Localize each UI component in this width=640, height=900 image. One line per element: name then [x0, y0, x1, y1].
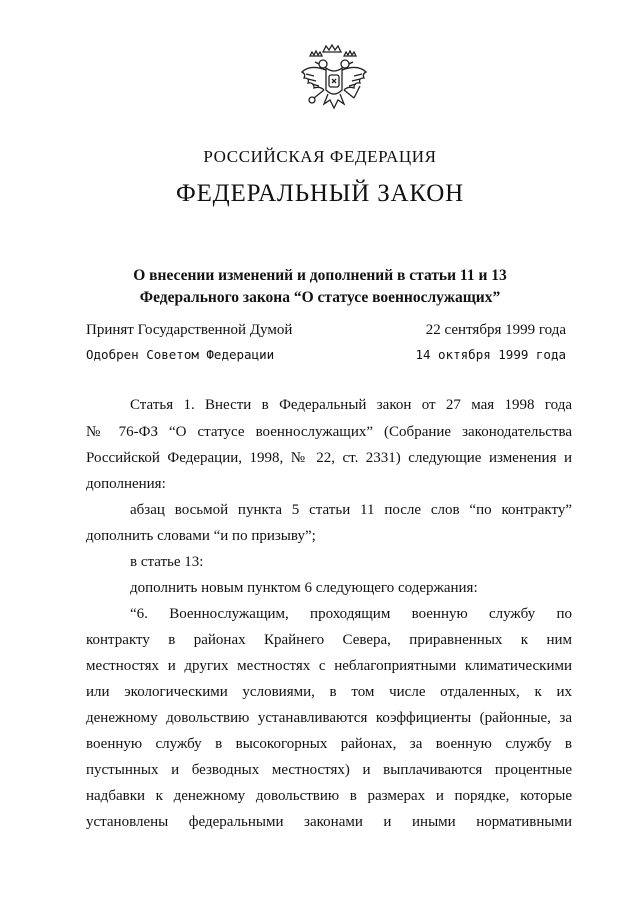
- body-line: Российской Федерации, 1998, № 22, ст. 2331) следующие изменения и: [86, 450, 572, 466]
- body-line: Статья 1. Внести в Федеральный закон от 27 мая 1998 года: [130, 397, 572, 413]
- body-line: надбавки к денежному довольствию в размерах и порядке, которые: [86, 788, 572, 804]
- body-line: пустынных и безводных местностях) и выплачиваются процентные: [86, 762, 572, 778]
- law-title-line-2: Федерального закона “О статусе военнослужащих”: [139, 289, 501, 306]
- body-line: денежному довольствию устанавливаются коэффициенты (районные, за: [86, 710, 572, 726]
- body-line: абзац восьмой пункта 5 статьи 11 после слов “по контракту”: [130, 502, 572, 518]
- adoption-council-date: 14 октября 1999 года: [415, 347, 566, 362]
- adoption-duma-label: Принят Государственной Думой: [86, 322, 293, 338]
- body-line: контракту в районах Крайнего Севера, приравненных к ним: [86, 632, 572, 648]
- law-title: [0, 265, 640, 309]
- body-line: дополнения:: [86, 476, 166, 492]
- adoption-council-label: Одобрен Советом Федерации: [86, 347, 275, 362]
- law-title-line-1: О внесении изменений и дополнений в статьи 11 и 13: [133, 267, 507, 284]
- body-line: № 76-ФЗ “О статусе военнослужащих” (Собрание законодательства: [86, 424, 572, 440]
- coat-of-arms-emblem: [296, 38, 372, 118]
- adoption-council-row: [86, 347, 566, 362]
- adoption-duma-date: 22 сентября 1999 года: [425, 322, 566, 338]
- body-line: “6. Военнослужащим, проходящим военную службу по: [130, 606, 572, 622]
- body-line: военную службу в высокогорных районах, за военную службу в: [86, 736, 572, 752]
- body-line: в статье 13:: [130, 554, 204, 570]
- law-type-heading: ФЕДЕРАЛЬНЫЙ ЗАКОН: [176, 180, 464, 207]
- body-line: дополнить словами “и по призыву”;: [86, 528, 316, 544]
- body-line: установлены федеральными законами и иными нормативными: [86, 814, 572, 830]
- body-line: или экологическими условиями, в том числе отдаленных, к их: [86, 684, 572, 700]
- country-heading: РОССИЙСКАЯ ФЕДЕРАЦИЯ: [203, 147, 437, 166]
- adoption-duma-row: [86, 322, 566, 339]
- body-line: местностях и других местностях с неблагоприятными климатическими: [86, 658, 572, 674]
- body-line: дополнить новым пунктом 6 следующего содержания:: [130, 580, 478, 596]
